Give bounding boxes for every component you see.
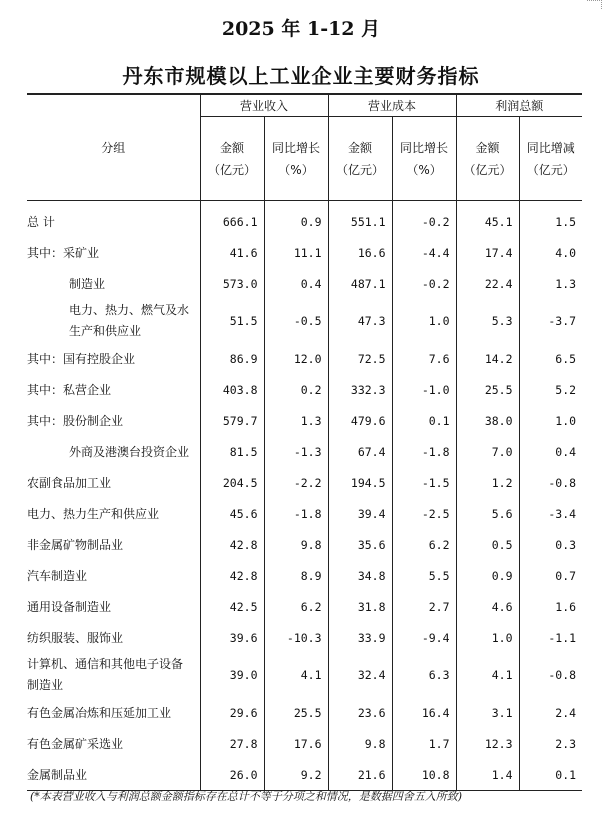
cost-amount: 33.9 [328,622,392,653]
profit-change: 0.3 [519,529,582,560]
revenue-amount: 29.6 [200,697,264,728]
revenue-growth: 17.6 [264,728,328,759]
profit-change: -0.8 [519,467,582,498]
revenue-growth: 12.0 [264,343,328,374]
cost-growth: -0.2 [392,206,456,237]
revenue-amount: 579.7 [200,405,264,436]
row-name: 计算机、通信和其他电子设备 制造业 [27,657,184,692]
cost-amount: 479.6 [328,405,392,436]
row-name: 有色金属冶炼和压延加工业 [27,706,172,720]
cost-growth: 1.7 [392,728,456,759]
cost-amount: 35.6 [328,529,392,560]
report-title: 丹东市规模以上工业企业主要财务指标 [122,64,480,88]
profit-amount: 25.5 [456,374,519,405]
cost-amount: 194.5 [328,467,392,498]
cost-growth: -1.8 [392,436,456,467]
cost-amount: 9.8 [328,728,392,759]
revenue-amount: 204.5 [200,467,264,498]
cost-growth: 16.4 [392,697,456,728]
profit-amount: 45.1 [456,206,519,237]
table-row [27,436,582,467]
revenue-growth: -2.2 [264,467,328,498]
profit-change: -1.1 [519,622,582,653]
group-header: 分组 [27,94,200,201]
revenue-growth: 0.9 [264,206,328,237]
table-row [27,343,582,374]
table-row [27,728,582,759]
table-row [27,237,582,268]
header-row-top [27,94,582,117]
profit-change: 1.5 [519,206,582,237]
row-name: 总 计 [27,215,55,229]
revenue-amount: 26.0 [200,759,264,791]
profit-amount: 3.1 [456,697,519,728]
cost-growth: -9.4 [392,622,456,653]
row-name: 电力、热力生产和供应业 [27,507,160,521]
cost-growth: -0.2 [392,268,456,299]
footnote: (*本表营业收入与利润总额金额指标存在总计不等于分项之和情况，是数据四舍五入所致) [30,790,463,803]
revenue-amount: 27.8 [200,728,264,759]
cost-amount-header: 金额 （亿元） [328,117,392,201]
page-corner-mark [587,0,602,9]
revenue-growth: 0.2 [264,374,328,405]
revenue-growth: 9.2 [264,759,328,791]
row-name: 电力、热力、燃气及水 生产和供应业 [69,303,190,338]
profit-amount: 5.6 [456,498,519,529]
profit-change-header: 同比增减 （亿元） [519,117,582,201]
cost-growth: 6.3 [392,653,456,697]
profit-amount: 1.0 [456,622,519,653]
revenue-growth-header: 同比增长 （%） [264,117,328,201]
cost-growth: -4.4 [392,237,456,268]
profit-change: -3.7 [519,299,582,343]
row-name: 制造业 [69,277,106,291]
table-row [27,622,582,653]
revenue-growth: -1.8 [264,498,328,529]
row-name: 汽车制造业 [27,569,88,583]
cost-growth: 0.1 [392,405,456,436]
profit-amount: 1.4 [456,759,519,791]
table-row [27,653,582,697]
profit-change: 0.1 [519,759,582,791]
table-row [27,206,582,237]
cost-amount: 21.6 [328,759,392,791]
cost-amount: 67.4 [328,436,392,467]
row-name: 其中：国有控股企业 [27,352,136,366]
profit-change: 1.0 [519,405,582,436]
row-name: 其中：私营企业 [27,383,112,397]
row-name: 非金属矿物制品业 [27,538,124,552]
revenue-amount: 39.0 [200,653,264,697]
table-row [27,591,582,622]
table-row [27,467,582,498]
cost-amount: 23.6 [328,697,392,728]
revenue-growth: -10.3 [264,622,328,653]
table-row [27,560,582,591]
revenue-amount: 42.8 [200,560,264,591]
cost-header: 营业成本 [328,94,456,117]
revenue-amount: 45.6 [200,498,264,529]
revenue-growth: 4.1 [264,653,328,697]
profit-amount-header: 金额 （亿元） [456,117,519,201]
cost-amount: 487.1 [328,268,392,299]
cost-growth: -1.0 [392,374,456,405]
row-name: 纺织服装、服饰业 [27,631,124,645]
cost-growth: 5.5 [392,560,456,591]
cost-growth: 2.7 [392,591,456,622]
cost-amount: 39.4 [328,498,392,529]
revenue-header: 营业收入 [200,94,328,117]
table-row [27,529,582,560]
row-name: 有色金属矿采选业 [27,737,124,751]
cost-growth-header: 同比增长 （%） [392,117,456,201]
profit-amount: 7.0 [456,436,519,467]
profit-change: -3.4 [519,498,582,529]
profit-change: 6.5 [519,343,582,374]
revenue-amount: 81.5 [200,436,264,467]
cost-growth: 7.6 [392,343,456,374]
profit-change: 2.4 [519,697,582,728]
table-row [27,498,582,529]
revenue-amount: 573.0 [200,268,264,299]
revenue-growth: 11.1 [264,237,328,268]
revenue-amount: 42.8 [200,529,264,560]
profit-change: 2.3 [519,728,582,759]
profit-amount: 4.6 [456,591,519,622]
table-row [27,759,582,791]
cost-growth: 6.2 [392,529,456,560]
table-row [27,299,582,343]
revenue-growth: 9.8 [264,529,328,560]
revenue-amount: 86.9 [200,343,264,374]
cost-amount: 32.4 [328,653,392,697]
profit-amount: 22.4 [456,268,519,299]
revenue-amount: 666.1 [200,206,264,237]
row-name: 农副食品加工业 [27,476,112,490]
profit-change: 1.3 [519,268,582,299]
profit-header: 利润总额 [456,94,582,117]
row-name: 金属制品业 [27,759,200,791]
row-name: 其中：采矿业 [27,246,100,260]
row-name: 外商及港澳台投资企业 [69,445,190,459]
revenue-growth: -0.5 [264,299,328,343]
cost-amount: 551.1 [328,206,392,237]
profit-amount: 12.3 [456,728,519,759]
revenue-growth: 25.5 [264,697,328,728]
cost-amount: 34.8 [328,560,392,591]
profit-change: 4.0 [519,237,582,268]
revenue-amount: 42.5 [200,591,264,622]
profit-amount: 4.1 [456,653,519,697]
cost-amount: 72.5 [328,343,392,374]
profit-change: 0.7 [519,560,582,591]
table-row [27,697,582,728]
profit-amount: 1.2 [456,467,519,498]
cost-amount: 332.3 [328,374,392,405]
revenue-growth: 6.2 [264,591,328,622]
revenue-growth: 1.3 [264,405,328,436]
profit-change: 0.4 [519,436,582,467]
cost-growth: 1.0 [392,299,456,343]
revenue-growth: 0.4 [264,268,328,299]
profit-amount: 0.9 [456,560,519,591]
table-row [27,268,582,299]
cost-amount: 16.6 [328,237,392,268]
report-period-title: 2025 年 1-12 月 [221,18,381,40]
table-row [27,374,582,405]
table-row [27,405,582,436]
profit-change: 1.6 [519,591,582,622]
profit-change: -0.8 [519,653,582,697]
cost-growth: -2.5 [392,498,456,529]
cost-amount: 47.3 [328,299,392,343]
profit-amount: 17.4 [456,237,519,268]
cost-growth: 10.8 [392,759,456,791]
cost-amount: 31.8 [328,591,392,622]
revenue-amount-header: 金额 （亿元） [200,117,264,201]
profit-amount: 5.3 [456,299,519,343]
revenue-amount: 39.6 [200,622,264,653]
profit-amount: 0.5 [456,529,519,560]
row-name: 通用设备制造业 [27,600,112,614]
revenue-amount: 41.6 [200,237,264,268]
row-name: 其中：股份制企业 [27,414,124,428]
profit-amount: 14.2 [456,343,519,374]
revenue-amount: 51.5 [200,299,264,343]
financial-indicators-table [27,93,582,791]
profit-change: 5.2 [519,374,582,405]
revenue-growth: 8.9 [264,560,328,591]
profit-amount: 38.0 [456,405,519,436]
revenue-growth: -1.3 [264,436,328,467]
revenue-amount: 403.8 [200,374,264,405]
cost-growth: -1.5 [392,467,456,498]
